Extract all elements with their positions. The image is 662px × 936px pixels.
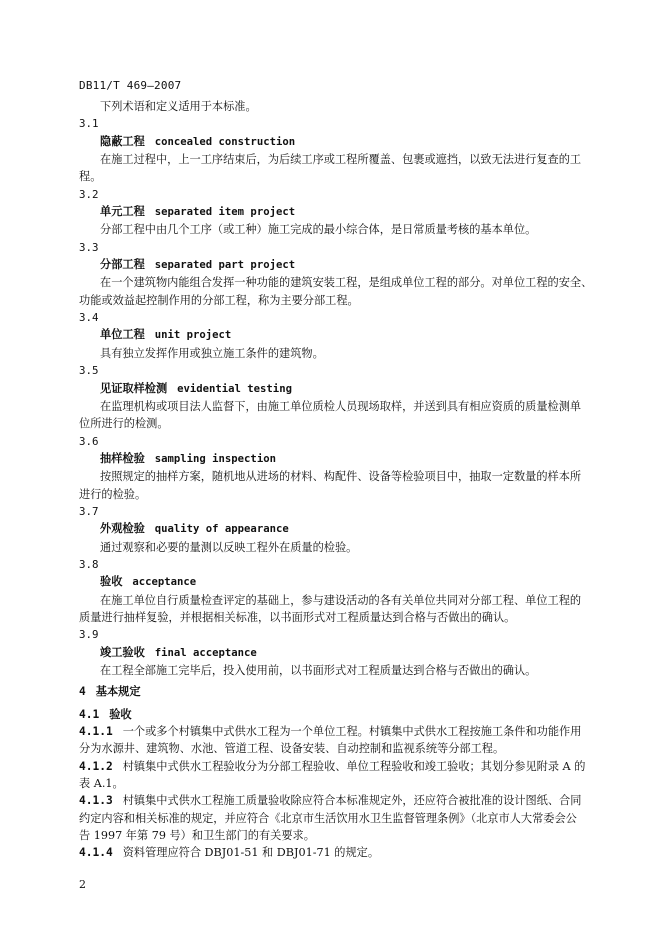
term-english: quality of appearance [154,523,289,536]
term-entry [79,186,601,239]
terms-list [79,115,601,679]
term-number: 3.2 [79,187,99,201]
definition-line: 在施工过程中，上一工序结束后，为后续工序或工程所覆盖、包裹或遮挡，以致无法进行复查的工 [100,153,582,167]
term-entry [79,309,601,362]
subsection-heading [79,706,601,723]
section-title: 基本规定 [95,684,141,699]
clause-line [79,758,601,775]
clause [79,792,601,844]
clause-line [79,723,601,740]
clause-number: 4.1.2 [79,759,113,773]
clause-number: 4.1.4 [79,846,113,860]
clause-line: 告 1997 年第 79 号）和卫生部门的有关要求。 [79,829,315,843]
definition-line: 位所进行的检测。 [79,417,169,431]
section-heading [79,683,601,700]
term-entry [79,362,601,432]
clause-line: 分为水源井、建筑物、水池、管道工程、设备安装、自动控制和监视系统等分部工程。 [79,742,505,756]
clause-line: 约定内容和相关标准的规定，并应符合《北京市生活饮用水卫生监督管理条例》（北京市人大常委会公 [79,811,577,825]
term-chinese: 分部工程 [100,257,145,272]
term-number: 3.4 [79,311,99,325]
term-heading [79,520,601,538]
definition-line: 功能或效益起控制作用的分部工程，称为主要分部工程。 [79,293,359,307]
definition-line: 分部工程中由几个工序（或工种）施工完成的最小综合体，是日常质量考核的基本单位。 [100,223,537,237]
clause [79,758,601,793]
definition-line: 通过观察和必要的量测以反映工程外在质量的检验。 [100,540,358,554]
section-number: 4 [79,685,86,699]
term-heading [79,256,601,274]
term-number: 3.7 [79,504,99,518]
term-english: concealed construction [154,135,296,148]
term-entry [79,239,601,309]
page-number: 2 [79,878,86,891]
clause-number: 4.1.1 [79,725,113,739]
clause-text: 资料管理应符合 DBJ01-51 和 DBJ01-71 的规定。 [122,846,380,860]
clause-line [79,844,601,861]
term-chinese: 单位工程 [100,327,145,342]
term-english: acceptance [132,576,197,589]
definition-line: 具有独立发挥作用或独立施工条件的建筑物。 [100,346,324,360]
clause-number: 4.1.3 [79,794,113,808]
clause-text: 村镇集中式供水工程验收分为分部工程验收、单位工程验收和竣工验收；其划分参见附录 A 的 [122,759,586,773]
term-chinese: 隐蔽工程 [100,133,145,148]
clause-line: 表 A.1。 [79,777,124,791]
term-english: evidential testing [177,382,292,395]
term-number: 3.9 [79,628,99,642]
term-number: 3.8 [79,557,99,571]
definition-line: 进行的检验。 [79,487,147,501]
standard-code-header: DB11/T 469—2007 [79,79,182,92]
term-english: sampling inspection [154,452,276,465]
term-english: separated item project [154,206,296,219]
term-heading [79,450,601,468]
subsection-title: 验收 [109,706,132,721]
term-english: final acceptance [154,646,257,659]
definition-line: 按照规定的抽样方案，随机地从进场的材料、构配件、设备等检验项目中，抽取一定数量的样本所 [100,470,582,484]
term-heading [79,133,601,151]
subsection-number: 4.1 [79,707,100,721]
definition-line: 在一个建筑物内能组合发挥一种功能的建筑安装工程，是组成单位工程的部分。对单位工程的安全、 [100,276,593,290]
clause-line [79,792,601,809]
clause-text: 村镇集中式供水工程施工质量验收除应符合本标准规定外，还应符合被批准的设计图纸、合同 [122,794,582,808]
term-entry [79,115,601,185]
definition-line: 在施工单位自行质量检查评定的基础上，参与建设活动的各有关单位共同对分部工程、单位工程的 [100,593,582,607]
term-heading [79,573,601,591]
definition-line: 程。 [79,170,102,184]
term-chinese: 抽样检验 [100,450,145,465]
definition-line: 在工程全部施工完毕后，投入使用前，以书面形式对工程质量达到合格与否做出的确认。 [100,664,537,677]
term-entry [79,433,601,503]
clause [79,723,601,758]
document-body [79,98,601,862]
term-entry [79,556,601,626]
term-entry [79,503,601,556]
term-english: separated part project [154,259,296,272]
term-number: 3.5 [79,364,99,378]
intro-text: 下列术语和定义适用于本标准。 [100,100,257,113]
term-number: 3.1 [79,117,99,131]
definition-line: 质量进行抽样复验，并根据相关标准，以书面形式对工程质量达到合格与否做出的确认。 [79,610,516,624]
term-number: 3.6 [79,434,99,448]
term-chinese: 验收 [100,574,123,589]
clause [79,844,601,861]
term-heading [79,644,601,662]
term-heading [79,380,601,398]
term-chinese: 外观检验 [100,521,145,536]
term-heading [79,326,601,344]
clause-text: 一个或多个村镇集中式供水工程为一个单位工程。村镇集中式供水工程按施工条件和功能作用 [122,725,582,739]
definition-line: 在监理机构或项目法人监督下，由施工单位质检人员现场取样，并送到具有相应资质的质量检测单 [100,399,582,413]
term-number: 3.3 [79,240,99,254]
clauses-list [79,723,601,862]
term-chinese: 单元工程 [100,204,145,219]
term-chinese: 竣工验收 [100,644,145,659]
term-chinese: 见证取样检测 [100,380,168,395]
term-heading [79,203,601,221]
term-english: unit project [154,329,232,342]
term-entry [79,626,601,679]
